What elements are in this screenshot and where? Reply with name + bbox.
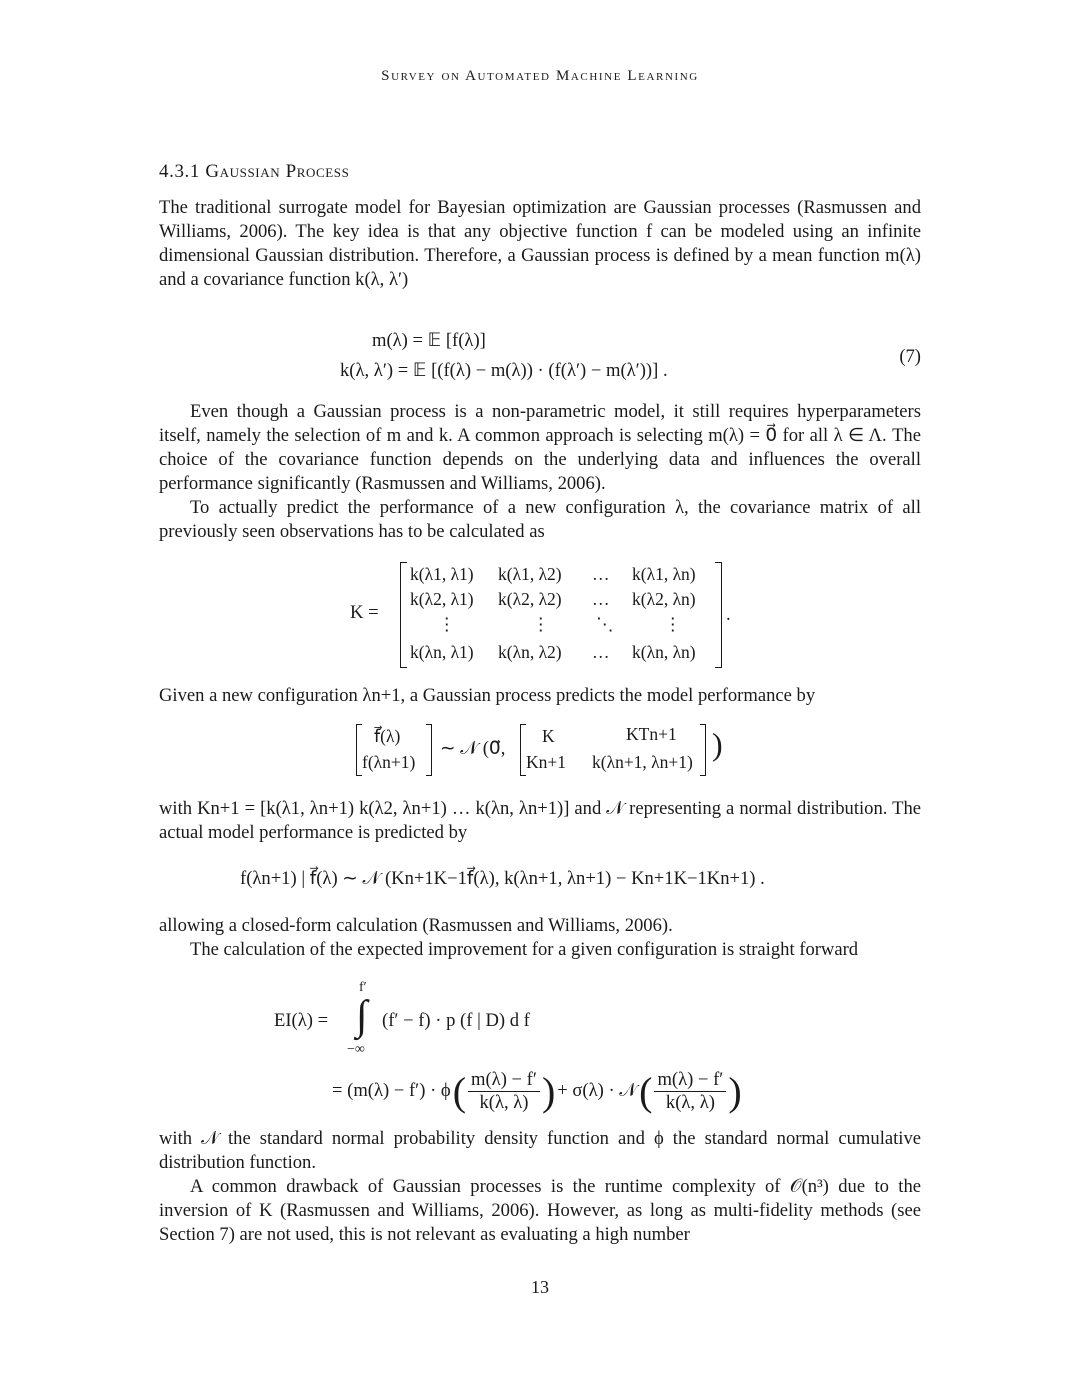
ei-upper-limit: f′ [359, 980, 367, 995]
joint-cov-cell: K [542, 726, 555, 746]
ei-integral-sign: ∫ [356, 993, 368, 1039]
ei-lhs: EI(λ) = [274, 1010, 329, 1031]
joint-distribution-symbol: ∼ 𝒩 (0⃗, [440, 738, 506, 759]
ei-fraction-denominator: k(λ, λ) [479, 1091, 529, 1113]
matrix-cell: k(λn, λn) [632, 642, 696, 662]
ei-paren-open-2: ( [639, 1068, 653, 1114]
matrix-cell: k(λ2, λ1) [410, 589, 474, 609]
joint-left-bracket-close [426, 724, 432, 776]
ei-paren-close: ) [541, 1068, 556, 1114]
joint-vector-top: f⃗(λ) [374, 726, 401, 746]
prediction-equation: f(λn+1) | f⃗(λ) ∼ 𝒩 (Kn+1K−1f⃗(λ), k(λn+1, λn+1) − Kn+1K−1Kn+1) . [240, 868, 765, 889]
matrix-cell: k(λn, λ2) [498, 642, 562, 662]
joint-vector-bottom: f(λn+1) [362, 752, 416, 772]
matrix-cell: k(λ2, λ2) [498, 589, 562, 609]
ei-lower-limit: −∞ [347, 1042, 365, 1057]
paragraph-covariance-intro: To actually predict the performance of a new configuration λ, the covariance matrix of all previously seen observations has to be calculated as [159, 497, 921, 542]
ei-closed-form [332, 1068, 742, 1114]
paragraph-hyperparameters: Even though a Gaussian process is a non-parametric model, it still requires hyperparameters itself, namely the selection of m and k. A common approach is selecting m(λ) = 0⃗ for all λ ∈ Λ. The choice of the covariance function depends on the underlying data and influences the overall performance significantly (Rasmussen and Williams, 2006). [159, 401, 921, 494]
ei-first-term: = (m(λ) − f′) · ϕ [332, 1080, 451, 1101]
paragraph-intro: The traditional surrogate model for Bayesian optimization are Gaussian processes (Rasmussen and Williams, 2006). The key idea is that any objective function f can be modeled using an infinite dimensional Gaussian distribution. Therefore, a Gaussian process is defined by a mean function m(λ) and a covariance function k(λ, λ′) [159, 197, 921, 290]
joint-cov-cell: k(λn+1, λn+1) [592, 752, 693, 772]
matrix-cell: … [592, 564, 610, 584]
matrix-cell: … [592, 642, 610, 662]
equation-number: (7) [899, 346, 921, 367]
page-number: 13 [531, 1277, 549, 1297]
matrix-cell: ⋮ [664, 614, 682, 634]
ei-fraction-numerator-2: m(λ) − f′ [654, 1069, 726, 1092]
ei-fraction-2 [654, 1069, 726, 1114]
running-head: Survey on Automated Machine Learning [381, 68, 699, 84]
joint-cov-bracket-close [700, 724, 706, 776]
paragraph-kn-definition: with Kn+1 = [k(λ1, λn+1) k(λ2, λn+1) … k(λn, λn+1)] and 𝒩 representing a normal distribution. The actual model performance is predicted by [159, 798, 921, 843]
matrix-label: K = [350, 602, 379, 623]
matrix-left-bracket [400, 562, 407, 668]
ei-paren-close-2: ) [728, 1068, 742, 1114]
joint-cov-cell: Kn+1 [526, 752, 567, 772]
matrix-cell: … [592, 589, 610, 609]
equation-7-covariance: k(λ, λ′) = 𝔼 [(f(λ) − m(λ)) · (f(λ′) − m(λ′))] . [340, 360, 668, 381]
ei-fraction [468, 1069, 540, 1114]
equation-7-mean: m(λ) = 𝔼 [f(λ)] [372, 330, 486, 351]
paragraph-new-configuration: Given a new configuration λn+1, a Gaussian process predicts the model performance by [159, 685, 816, 706]
matrix-cell: ⋱ [596, 614, 614, 634]
covariance-matrix [400, 562, 722, 668]
ei-fraction-denominator-2: k(λ, λ) [665, 1091, 715, 1113]
matrix-cell: k(λ1, λ1) [410, 564, 474, 584]
paragraph-closed-form: allowing a closed-form calculation (Rasmussen and Williams, 2006). [159, 915, 673, 936]
paragraph-normal-definitions: with 𝒩 the standard normal probability density function and ϕ the standard normal cumulative distribution function. [159, 1128, 921, 1173]
section-title: 4.3.1 Gaussian Process [159, 161, 350, 182]
ei-integrand: (f′ − f) · p (f | D) d f [382, 1010, 530, 1031]
joint-close-paren: ) [712, 726, 723, 762]
ei-paren-open: ( [452, 1068, 467, 1114]
paragraph-expected-improvement: The calculation of the expected improvement for a given configuration is straight forward [190, 939, 859, 960]
ei-second-term: + σ(λ) · 𝒩 [557, 1080, 638, 1101]
joint-cov-cell: KTn+1 [626, 724, 677, 744]
matrix-cell: k(λ1, λn) [632, 564, 696, 584]
matrix-cell: k(λn, λ1) [410, 642, 474, 662]
paragraph-runtime-complexity: A common drawback of Gaussian processes is the runtime complexity of 𝒪(n³) due to the inversion of K (Rasmussen and Williams, 2006). However, as long as multi-fidelity methods (see Section 7) are not used, this is not relevant as evaluating a high number [159, 1176, 921, 1245]
matrix-cell: k(λ2, λn) [632, 589, 696, 609]
matrix-trailing-period: . [726, 604, 731, 625]
matrix-cell: ⋮ [532, 614, 550, 634]
ei-fraction-numerator: m(λ) − f′ [468, 1069, 540, 1092]
matrix-cell: k(λ1, λ2) [498, 564, 562, 584]
matrix-right-bracket [715, 562, 722, 668]
matrix-cell: ⋮ [438, 614, 456, 634]
